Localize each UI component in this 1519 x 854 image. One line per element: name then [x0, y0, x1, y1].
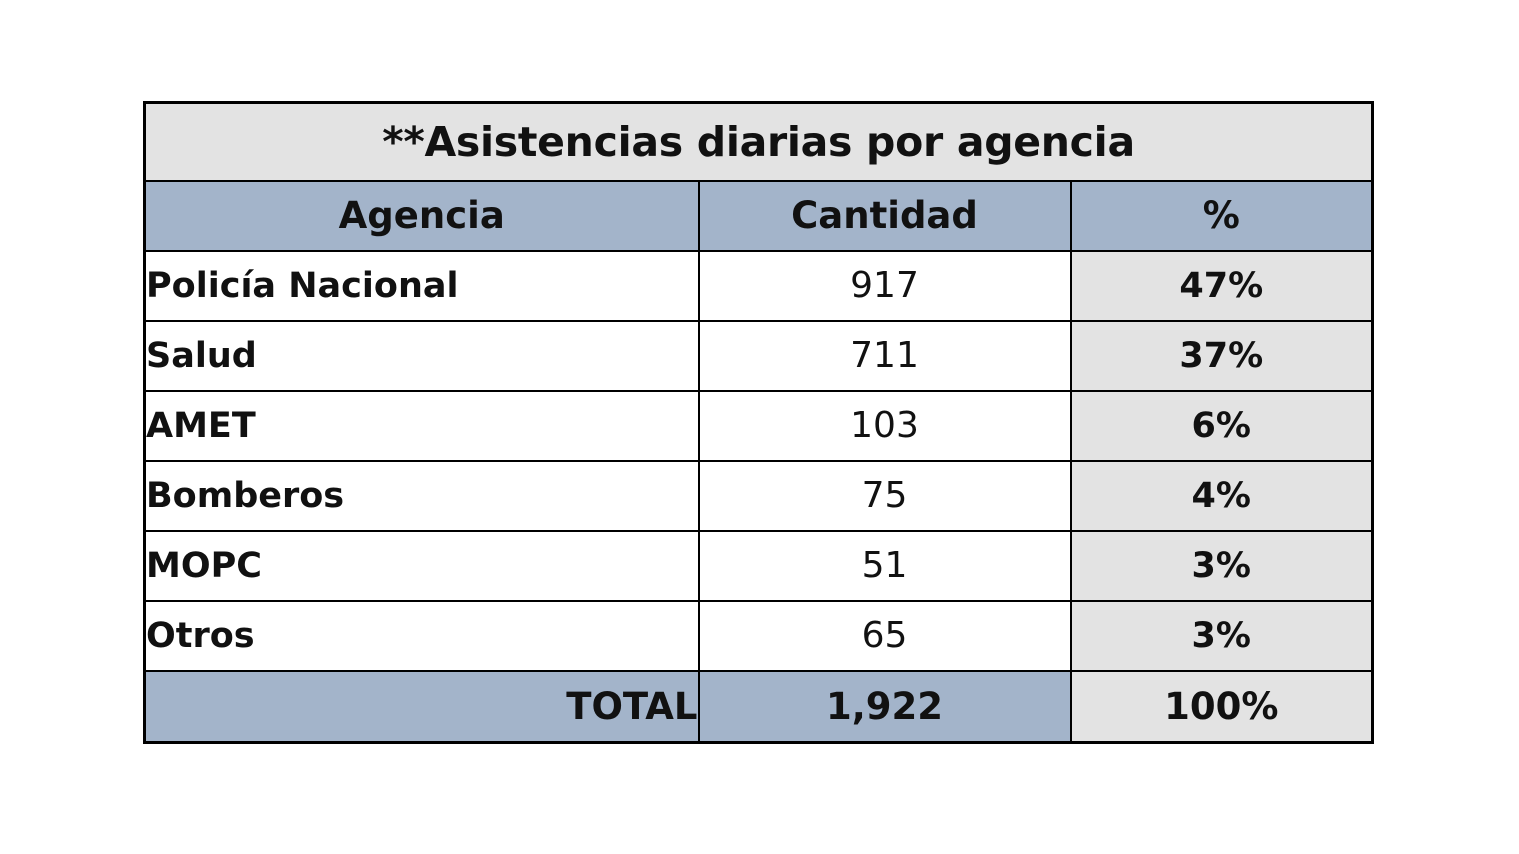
- table-header-row: [145, 181, 1373, 251]
- table-row: [145, 531, 1373, 601]
- total-percentage: 100%: [1071, 671, 1373, 743]
- table-row: [145, 601, 1373, 671]
- column-header-cantidad: Cantidad: [699, 181, 1071, 251]
- row-quantity: 711: [699, 321, 1071, 391]
- row-percentage: 4%: [1071, 461, 1373, 531]
- row-percentage: 47%: [1071, 251, 1373, 321]
- table-row: [145, 251, 1373, 321]
- row-agency-name: Salud: [145, 321, 699, 391]
- row-agency-name: Policía Nacional: [145, 251, 699, 321]
- row-percentage: 3%: [1071, 531, 1373, 601]
- table-row: [145, 391, 1373, 461]
- table-container: [143, 101, 1371, 744]
- column-header-porcentaje: %: [1071, 181, 1373, 251]
- row-agency-name: AMET: [145, 391, 699, 461]
- table-total-row: [145, 671, 1373, 743]
- row-percentage: 3%: [1071, 601, 1373, 671]
- row-quantity: 75: [699, 461, 1071, 531]
- table-title: **Asistencias diarias por agencia: [145, 103, 1373, 181]
- total-quantity: 1,922: [699, 671, 1071, 743]
- row-quantity: 65: [699, 601, 1071, 671]
- table-title-row: [145, 103, 1373, 181]
- row-agency-name: Otros: [145, 601, 699, 671]
- row-quantity: 51: [699, 531, 1071, 601]
- row-agency-name: MOPC: [145, 531, 699, 601]
- asistencias-table: [143, 101, 1374, 744]
- row-quantity: 917: [699, 251, 1071, 321]
- row-percentage: 37%: [1071, 321, 1373, 391]
- table-row: [145, 321, 1373, 391]
- row-percentage: 6%: [1071, 391, 1373, 461]
- row-quantity: 103: [699, 391, 1071, 461]
- table-row: [145, 461, 1373, 531]
- row-agency-name: Bomberos: [145, 461, 699, 531]
- column-header-agencia: Agencia: [145, 181, 699, 251]
- total-label: TOTAL: [145, 671, 699, 743]
